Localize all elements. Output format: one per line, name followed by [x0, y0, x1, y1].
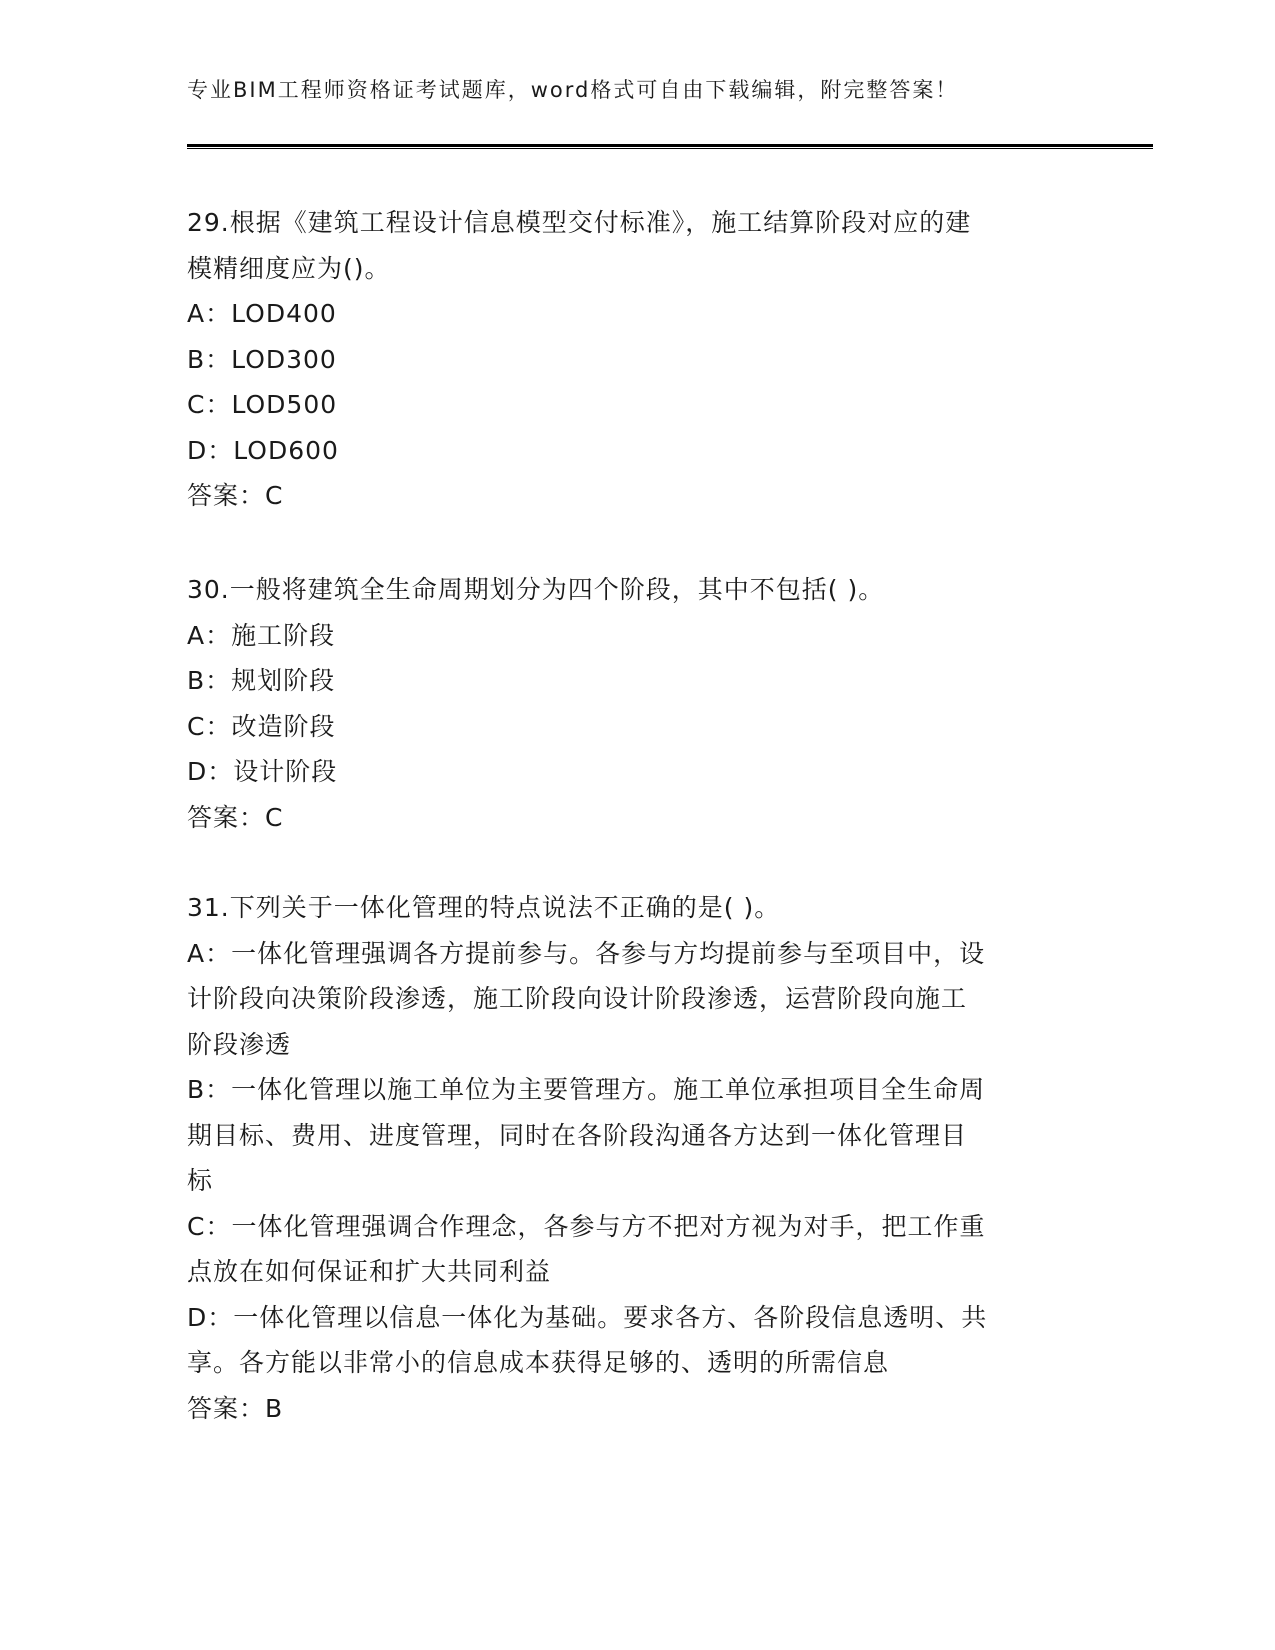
option-d [187, 749, 1087, 795]
option-line: C：改造阶段 [187, 711, 336, 741]
option-a [187, 291, 1087, 337]
option-line: D：设计阶段 [187, 757, 338, 786]
option-c [187, 704, 1087, 750]
option-line: A：施工阶段 [187, 620, 336, 650]
option-b [187, 658, 1087, 704]
question-30 [187, 567, 1087, 840]
option-a [187, 613, 1087, 659]
answer-label: 答案： [187, 802, 266, 832]
option-line: 标 [187, 1166, 214, 1195]
answer-value: C [265, 802, 284, 832]
question-stem-line: 29.根据《建筑工程设计信息模型交付标准》，施工结算阶段对应的建 [187, 208, 972, 237]
option-line: 点放在如何保证和扩大共同利益 [187, 1257, 552, 1286]
answer-value: B [265, 1393, 284, 1423]
option-line: D：一体化管理以信息一体化为基础。要求各方、各阶段信息透明、共 [187, 1302, 988, 1332]
option-line: A：LOD400 [187, 299, 337, 328]
answer-label: 答案： [187, 1393, 266, 1423]
answer-row [187, 473, 1087, 519]
option-d [187, 1295, 1087, 1386]
option-line: B：LOD300 [187, 344, 337, 374]
option-d [187, 428, 1087, 474]
option-line: 计阶段向决策阶段渗透，施工阶段向设计阶段渗透，运营阶段向施工 [187, 984, 968, 1013]
question-stem-line: 模精细度应为()。 [187, 253, 391, 283]
option-a [187, 931, 1087, 1068]
option-line: D：LOD600 [187, 435, 339, 465]
answer-label: 答案： [187, 481, 266, 510]
option-b [187, 337, 1087, 383]
option-line: B：规划阶段 [187, 666, 336, 695]
option-c [187, 382, 1087, 428]
question-31 [187, 885, 1087, 1431]
question-stem-line: 31.下列关于一体化管理的特点说法不正确的是( )。 [187, 893, 781, 922]
option-line: A：一体化管理强调各方提前参与。各参与方均提前参与至项目中，设 [187, 938, 986, 968]
header-divider [187, 144, 1153, 149]
option-line: B：一体化管理以施工单位为主要管理方。施工单位承担项目全生命周 [187, 1075, 986, 1104]
option-line: 享。各方能以非常小的信息成本获得足够的、透明的所需信息 [187, 1348, 890, 1377]
question-stem-line: 30.一般将建筑全生命周期划分为四个阶段，其中不包括( )。 [187, 575, 885, 604]
answer-row [187, 795, 1087, 841]
option-c [187, 1204, 1087, 1295]
answer-row [187, 1386, 1087, 1432]
question-29 [187, 200, 1087, 519]
option-b [187, 1067, 1087, 1204]
answer-value: C [265, 481, 284, 510]
option-line: C：LOD500 [187, 390, 338, 419]
page-header: 专业BIM工程师资格证考试题库，word格式可自由下载编辑，附完整答案！ [187, 78, 959, 102]
option-line: 阶段渗透 [187, 1029, 292, 1059]
option-line: C：一体化管理强调合作理念，各参与方不把对方视为对手，把工作重 [187, 1211, 986, 1241]
option-line: 期目标、费用、进度管理，同时在各阶段沟通各方达到一体化管理目 [187, 1120, 968, 1150]
